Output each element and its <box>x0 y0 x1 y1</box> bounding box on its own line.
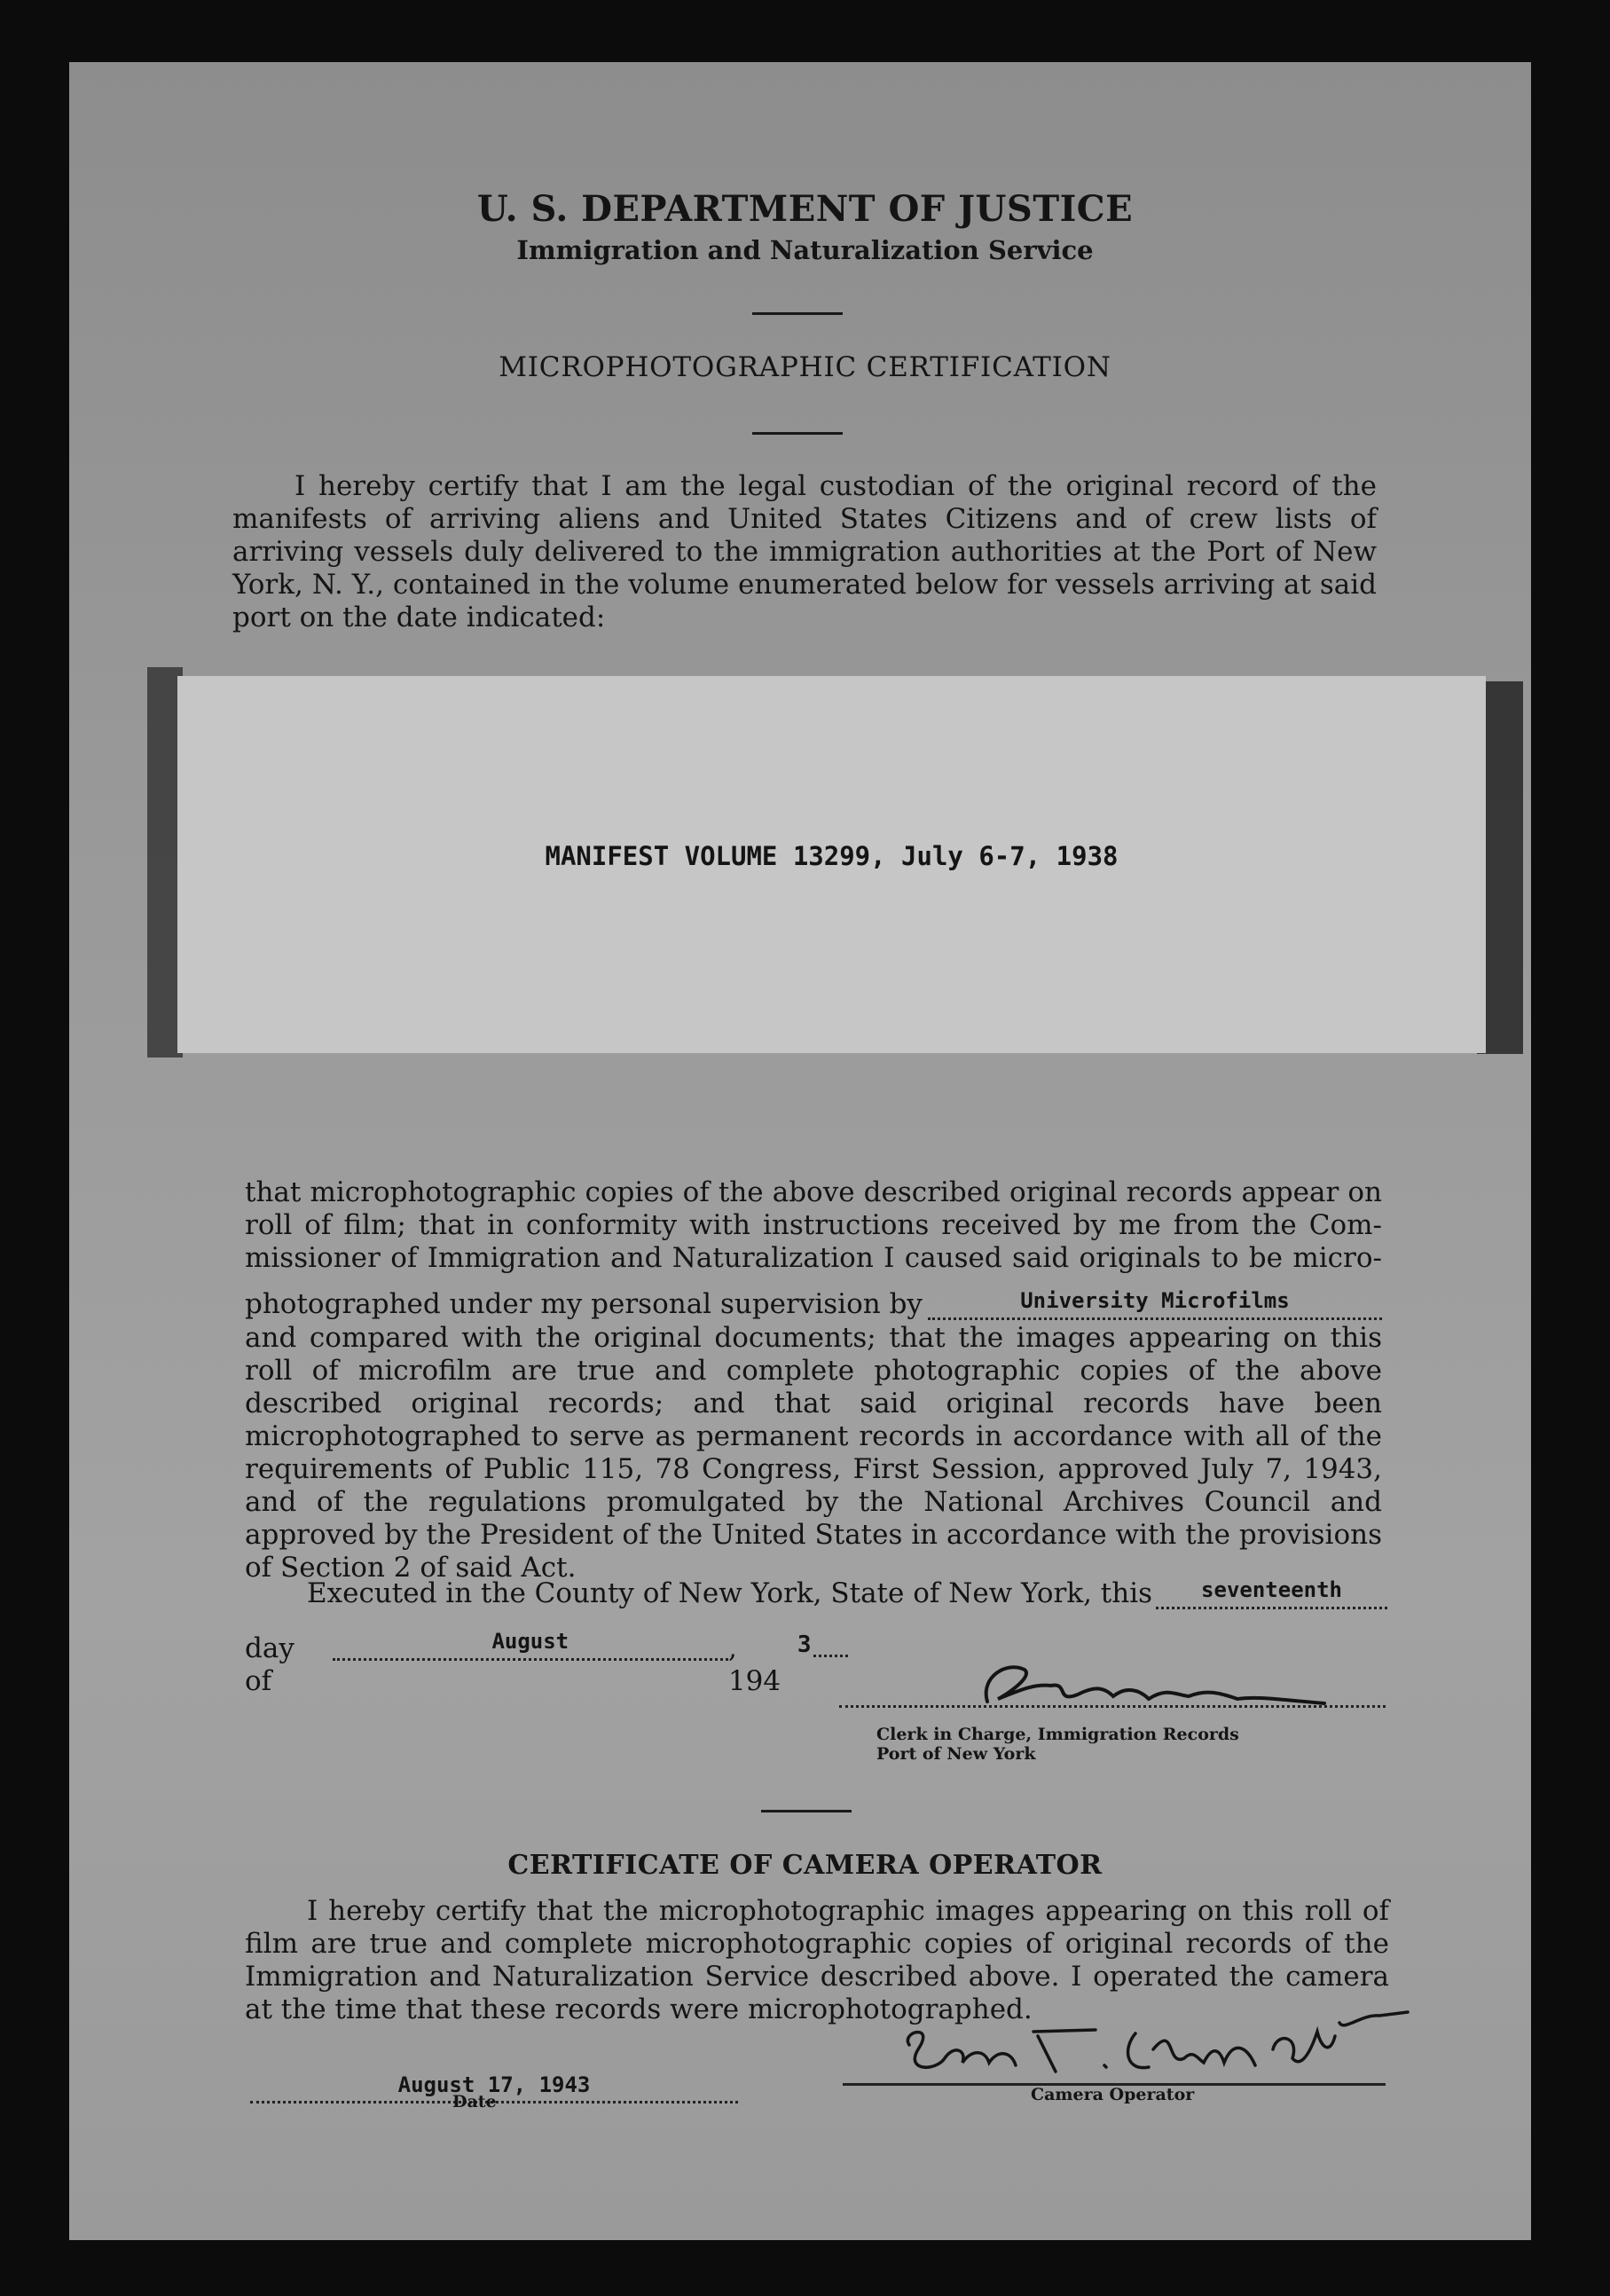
supervision-line <box>245 1288 1382 1325</box>
department-heading: U. S. DEPARTMENT OF JUSTICE <box>476 188 1134 230</box>
clerk-title-line-1: Clerk in Charge, Immigration Records <box>876 1725 1239 1744</box>
manifest-slip <box>177 676 1486 1053</box>
supervisor-name: University Microfilms <box>1020 1288 1290 1313</box>
clerk-title-line-2: Port of New York <box>876 1744 1036 1764</box>
body-line-2: roll of film; that in conformity with instructions received by me from the Com- <box>245 1209 1382 1241</box>
body-line-1: that microphotographic copies of the above described original records appear on <box>245 1176 1382 1208</box>
day-of-label: day of <box>245 1632 295 1697</box>
clerk-signature <box>971 1650 1353 1721</box>
body-line-3: missioner of Immigration and Naturalization I caused said originals to be micro- <box>245 1242 1382 1274</box>
camera-date-label: Date <box>452 2092 497 2111</box>
execution-month-field <box>333 1624 728 1661</box>
execution-day: seventeenth <box>1201 1577 1342 1602</box>
body-remainder: and compared with the original documents; that the images appearing on this roll of microfilm are true and complete photographic copies of the above described original records; and that said original records have been microphotographed to serve as permanent records in accordance with all of the requirements of Public 115, 78 Congress, First Session, approved July 7, 1943, and of the regulations promulgated by the National Archives Council and approved by the President of the United States in accordance with the provisions of Section 2 of said Act. <box>245 1322 1382 1584</box>
execution-day-field <box>1156 1572 1387 1609</box>
supervision-prefix: photographed under my personal supervision by <box>245 1288 923 1320</box>
divider-rule <box>752 432 843 435</box>
divider-rule <box>752 312 843 315</box>
camera-operator-signature <box>883 1996 1415 2094</box>
intro-paragraph: I hereby certify that I am the legal custodian of the original record of the manifests of arriving aliens and United States Citizens and of crew lists of arriving vessels duly delivered to the immigration authorities at the Port of New York, N. Y., contained in the volume enumerated below for vessels arriving at said port on the date indicated: <box>232 470 1377 633</box>
clerk-title <box>876 1725 1239 1764</box>
executed-line <box>245 1577 1387 1615</box>
clerk-signature-line <box>839 1705 1386 1708</box>
year-digit: 3 <box>797 1632 812 1658</box>
service-heading: Immigration and Naturalization Service <box>516 235 1094 265</box>
year-prefix: , 194 <box>727 1632 781 1697</box>
year-dots <box>813 1655 849 1657</box>
camera-operator-label: Camera Operator <box>1031 2085 1195 2104</box>
camera-date-value: August 17, 1943 <box>397 2072 591 2097</box>
camera-certificate-text: I hereby certify that the microphotographic images appearing on this roll of film are true and complete microphotographic copies of original records of the Immigration and Naturalization Service described above. I operated the camera at the time that these records were microphotographed. <box>245 1895 1389 2025</box>
executed-prefix: Executed in the County of New York, State of New York, this <box>307 1577 1153 1609</box>
execution-month: August <box>491 1629 569 1654</box>
day-of-line <box>245 1629 848 1698</box>
divider-rule <box>761 1810 852 1812</box>
manifest-volume-text: MANIFEST VOLUME 13299, July 6-7, 1938 <box>545 841 1119 871</box>
camera-certificate-title: CERTIFICATE OF CAMERA OPERATOR <box>507 1850 1103 1881</box>
certification-title: MICROPHOTOGRAPHIC CERTIFICATION <box>499 351 1111 383</box>
supervisor-field <box>928 1283 1382 1320</box>
